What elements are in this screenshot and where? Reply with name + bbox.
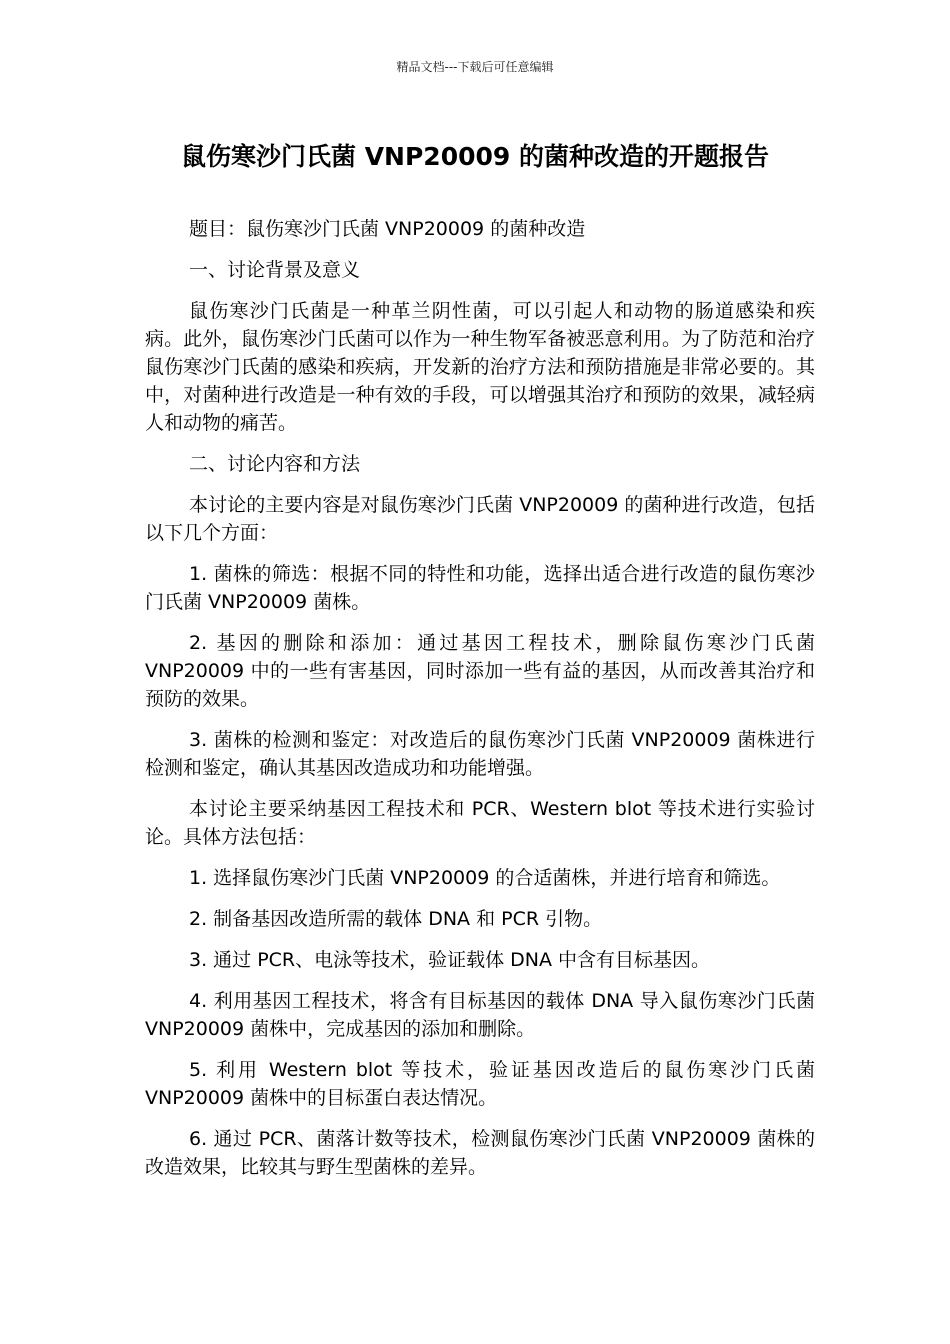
paragraph-content-intro: 本讨论的主要内容是对鼠伤寒沙门氏菌 VNP20009 的菌种进行改造，包括以下几个方面： <box>145 494 815 544</box>
paragraph-methods-intro: 本讨论主要采纳基因工程技术和 PCR、Western blot 等技术进行实验讨论。具体方法包括： <box>145 798 815 848</box>
list-item: 2. 基因的删除和添加：通过基因工程技术，删除鼠伤寒沙门氏菌 VNP20009 中的一些有害基因，同时添加一些有益的基因，从而改善其治疗和预防的效果。 <box>145 632 815 710</box>
topic-line: 题目：鼠伤寒沙门氏菌 VNP20009 的菌种改造 <box>189 218 586 240</box>
list-item: 1. 菌株的筛选：根据不同的特性和功能，选择出适合进行改造的鼠伤寒沙门氏菌 VNP20009 菌株。 <box>145 563 815 613</box>
list-item: 4. 利用基因工程技术，将含有目标基因的载体 DNA 导入鼠伤寒沙门氏菌 VNP20009 菌株中，完成基因的添加和删除。 <box>145 990 815 1040</box>
document-title: 鼠伤寒沙门氏菌 VNP20009 的菌种改造的开题报告 <box>181 142 769 171</box>
list-item: 1. 选择鼠伤寒沙门氏菌 VNP20009 的合适菌株，并进行培育和筛选。 <box>189 867 781 889</box>
list-item: 3. 菌株的检测和鉴定：对改造后的鼠伤寒沙门氏菌 VNP20009 菌株进行检测和鉴定，确认其基因改造成功和功能增强。 <box>145 729 815 779</box>
paragraph-background: 鼠伤寒沙门氏菌是一种革兰阴性菌，可以引起人和动物的肠道感染和疾病。此外，鼠伤寒沙门氏菌可以作为一种生物军备被恶意利用。为了防范和治疗鼠伤寒沙门氏菌的感染和疾病，开发新的治疗方法和预防措施是非常必要的。其中，对菌种进行改造是一种有效的手段，可以增强其治疗和预防的效果，减轻病人和动物的痛苦。 <box>145 300 815 434</box>
section-heading-background: 一、讨论背景及意义 <box>189 259 361 281</box>
list-item: 5. 利用 Western blot 等技术，验证基因改造后的鼠伤寒沙门氏菌 VNP20009 菌株中的目标蛋白表达情况。 <box>145 1059 815 1109</box>
list-item: 6. 通过 PCR、菌落计数等技术，检测鼠伤寒沙门氏菌 VNP20009 菌株的改造效果，比较其与野生型菌株的差异。 <box>145 1128 815 1178</box>
document-body <box>145 215 815 1194</box>
list-item: 2. 制备基因改造所需的载体 DNA 和 PCR 引物。 <box>189 908 603 930</box>
header-note: 精品文档---下载后可任意编辑 <box>396 60 554 74</box>
list-item: 3. 通过 PCR、电泳等技术，验证载体 DNA 中含有目标基因。 <box>189 949 711 971</box>
section-heading-content: 二、讨论内容和方法 <box>189 453 361 475</box>
